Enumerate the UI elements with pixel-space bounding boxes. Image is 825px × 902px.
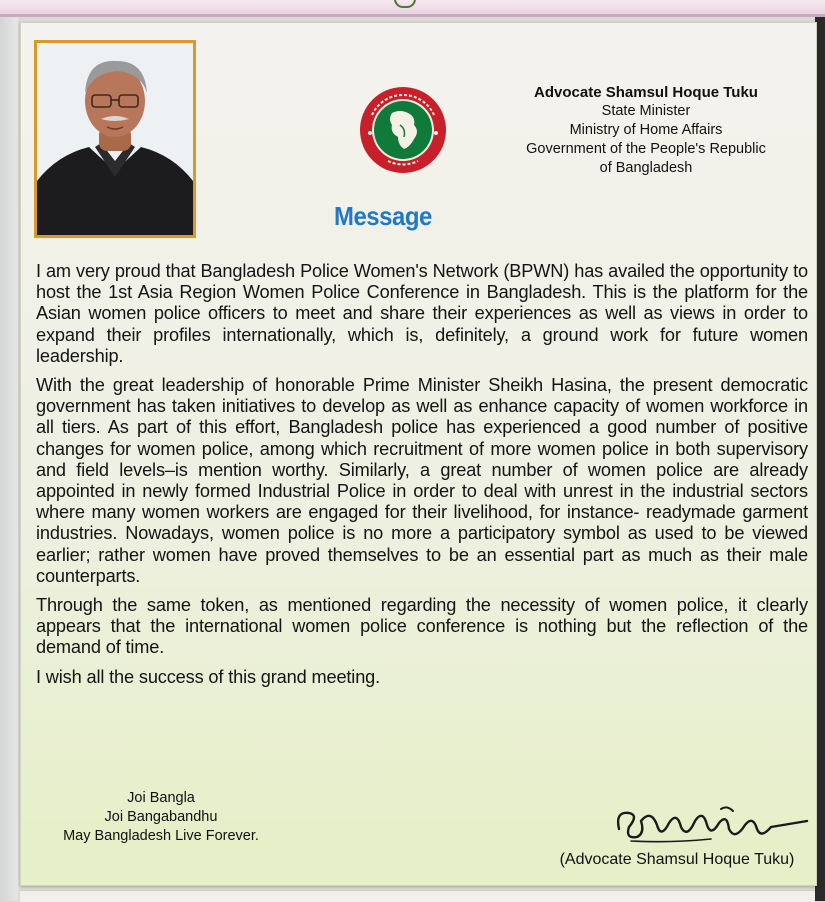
author-name: Advocate Shamsul Hoque Tuku	[534, 84, 758, 101]
author-government-line-2: of Bangladesh	[599, 160, 693, 176]
paragraph: I am very proud that Bangladesh Police Women's Network (BPWN) has availed the opportunity to host the 1st Asia Region Women Police Conference in Bangladesh. This is the platform for the Asian women police officers to meet and share their experiences as well as views in order to expand their profiles internationally, which is, definitely, a ground work for future women leadership.	[36, 261, 808, 366]
paragraph: With the great leadership of honorable Prime Minister Sheikh Hasina, the present democratic government has taken initiatives to develop as well as enhance capacity of women workforce in all tiers. As part of this effort, Bangladesh police has experienced a good number of positive changes for women police, among which recruitment of more women police in both supervisory and field levels–is mention worthy. Similarly, a great number of women police are already appointed in newly formed Industrial Police in order to deal with unrest in the industrial sectors where many women workers are engaged for their livelihood, for instance- readymade garment industries. Nowadays, women police is no more a participatory symbol as used to be viewed earlier; rather women have proved themselves to be an essential part as much as their male counterparts.	[36, 375, 808, 586]
message-heading: Message	[334, 201, 432, 231]
author-ministry: Ministry of Home Affairs	[569, 122, 723, 138]
message-card	[20, 22, 817, 886]
message-body	[36, 261, 808, 696]
page-top-band	[0, 0, 825, 17]
closing-line: May Bangladesh Live Forever.	[63, 828, 259, 844]
government-seal-icon	[358, 85, 448, 180]
page-edge-left	[0, 17, 18, 901]
closing-slogans	[36, 789, 286, 846]
handwritten-signature	[611, 799, 811, 854]
paragraph: Through the same token, as mentioned regarding the necessity of women police, it clearly appears that the international women police conference is nothing but the reflection of the demand of time.	[36, 595, 808, 658]
paragraph: I wish all the success of this grand meeting.	[36, 666, 381, 687]
ornament-icon	[394, 0, 416, 8]
page-bottom-strip	[20, 890, 815, 902]
author-government-line-1: Government of the People's Republic	[526, 141, 766, 157]
closing-line: Joi Bangabandhu	[104, 809, 218, 825]
author-block	[481, 83, 811, 178]
author-designation: State Minister	[601, 103, 691, 119]
signoff-name: (Advocate Shamsul Hoque Tuku)	[559, 851, 795, 868]
closing-line: Joi Bangla	[127, 790, 195, 806]
minister-portrait	[34, 40, 196, 238]
